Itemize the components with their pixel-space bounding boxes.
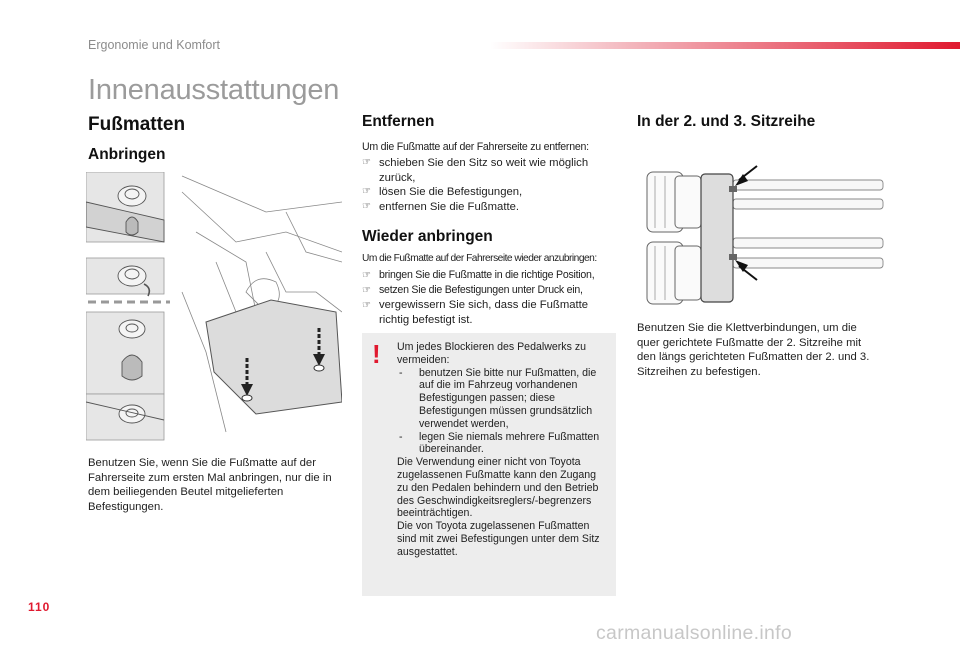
floor-mat-fastening-svg xyxy=(86,172,342,444)
list-item: - benutzen Sie bitte nur Fußmatten, die auf die im Fahrzeug vorhandenen Befestigungen passen; diese Befestigungen müssen grundsätzlich verwendet werden, xyxy=(399,366,597,430)
sitzreihe-text: Benutzen Sie die Klettverbindungen, um die quer gerichtete Fußmatte der 2. Sitzreihe mit den längs gerichteten Fußmatten der 2. und 3. Sitzreihen zu befestigen. xyxy=(637,322,870,378)
warning-text xyxy=(397,341,609,559)
section-header: Ergonomie und Komfort xyxy=(88,38,221,52)
entfernen-block xyxy=(362,140,620,214)
heading-entfernen: Entfernen xyxy=(362,113,435,130)
bullet-arrow-icon: ☞ xyxy=(362,270,371,281)
list-item: ☞ setzen Sie die Befestigungen unter Druck ein, xyxy=(362,284,583,296)
rear-seat-mat-svg xyxy=(645,164,885,314)
heading-anbringen: Anbringen xyxy=(88,146,166,163)
bullet-arrow-icon: ☞ xyxy=(362,285,371,296)
list-item: ☞ lösen Sie die Befestigungen, xyxy=(362,186,523,199)
anbringen-caption: Benutzen Sie, wenn Sie die Fußmatte auf der Fahrerseite zum ersten Mal anbringen, nur die in dem beiliegenden Beutel mitgelieferten Befestigungen. xyxy=(88,457,332,513)
list-item: - legen Sie niemals mehrere Fußmatten übereinander. xyxy=(399,430,600,456)
heading-wieder-anbringen: Wieder anbringen xyxy=(362,228,493,245)
list-item: ☞ vergewissern Sie sich, dass die Fußmatte richtig befestigt ist. xyxy=(362,299,589,326)
warning-paragraph: Die von Toyota zugelassenen Fußmatten sind mit zwei Befestigungen unter dem Sitz ausgestattet. xyxy=(397,520,600,558)
warning-paragraph: Die Verwendung einer nicht von Toyota zugelassenen Fußmatte kann den Zugang zu den Pedalen behindern und den Betrieb des Geschwindigkeitsreglers/-begrenzers beeinträchtigen. xyxy=(397,456,599,520)
warning-box xyxy=(362,333,616,596)
bullet-arrow-icon: ☞ xyxy=(362,186,371,198)
list-item: ☞ schieben Sie den Sitz so weit wie möglich zurück, xyxy=(362,157,589,184)
wieder-anbringen-block xyxy=(362,252,620,328)
heading-sitzreihe: In der 2. und 3. Sitzreihe xyxy=(637,113,816,130)
list-item: ☞ entfernen Sie die Fußmatte. xyxy=(362,200,520,213)
warning-intro: Um jedes Blockieren des Pedalwerks zu vermeiden: xyxy=(397,341,587,366)
bullet-arrow-icon: ☞ xyxy=(362,200,371,212)
warning-icon: ! xyxy=(372,339,381,369)
heading-fussmatten: Fußmatten xyxy=(88,114,186,135)
header-accent-bar xyxy=(490,42,960,49)
entfernen-intro: Um die Fußmatte auf der Fahrerseite zu entfernen: xyxy=(362,141,589,153)
page-title: Innenausstattungen xyxy=(88,74,340,106)
bullet-arrow-icon: ☞ xyxy=(362,300,371,311)
page-number: 110 xyxy=(28,600,51,614)
list-item: ☞ bringen Sie die Fußmatte in die richtige Position, xyxy=(362,269,595,281)
bullet-arrow-icon: ☞ xyxy=(362,157,371,168)
wieder-anbringen-intro: Um die Fußmatte auf der Fahrerseite wieder anzubringen: xyxy=(362,253,597,264)
watermark: carmanualsonline.info xyxy=(596,622,792,644)
